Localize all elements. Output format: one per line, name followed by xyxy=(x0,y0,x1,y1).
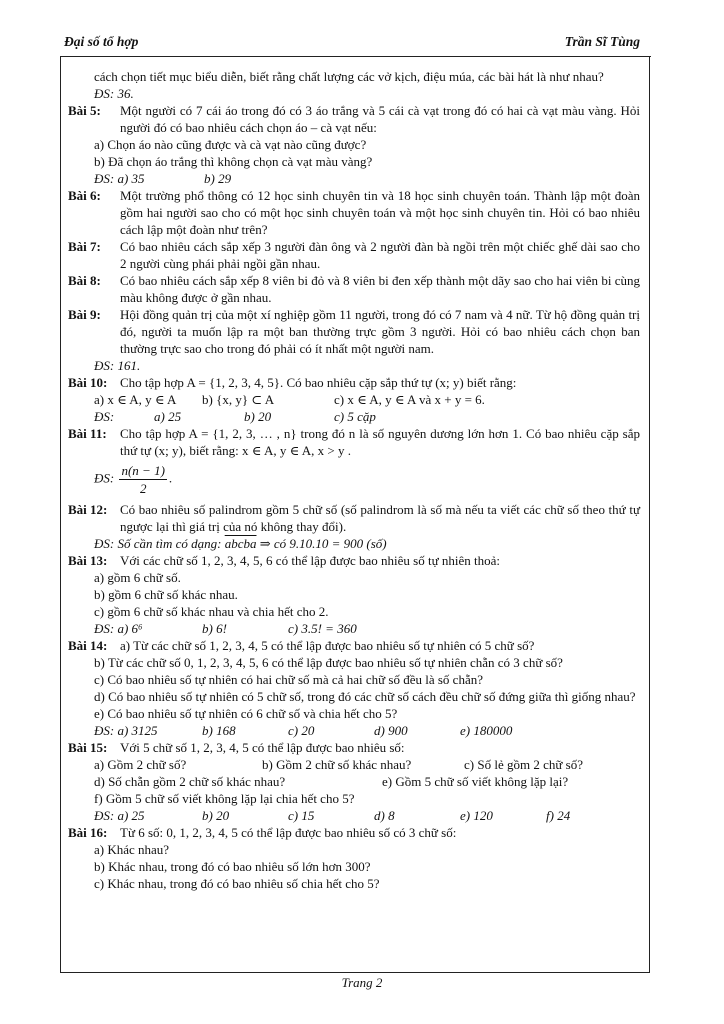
problem-item: a) x ∈ A, y ∈ A xyxy=(94,392,177,407)
problem-item: a) Khác nhau? xyxy=(94,842,170,857)
problem-item: d) Có bao nhiêu số tự nhiên có 5 chữ số, trong đó các chữ số cách đều chữ số đứng giữa thì giống nhau? xyxy=(94,689,636,704)
problem-items-row xyxy=(94,773,640,790)
answer-d: d) 900 xyxy=(374,723,408,738)
problem-item: b) Đã chọn áo trắng thì không chọn cà vạt màu vàng? xyxy=(94,154,373,169)
problem-label: Bài 11: xyxy=(68,426,107,441)
problem-text: Một người có 7 cái áo trong đó có 3 áo trắng và 5 cái cà vạt trong đó có hai cà vạt màu vàng. Hỏi người đó có bao nhiêu cách chọn áo – cà vạt nếu: xyxy=(120,103,640,135)
answer-c: c) 15 xyxy=(288,808,315,823)
problem-5 xyxy=(68,102,640,136)
problem-answers xyxy=(94,170,640,187)
problem-label: Bài 13: xyxy=(68,553,108,568)
problem-13-items xyxy=(68,569,640,637)
problem-item: a) gồm 6 chữ số. xyxy=(94,570,181,585)
problem-7 xyxy=(68,238,640,272)
answer-d: d) 8 xyxy=(374,808,395,823)
problem-item: c) Có bao nhiêu số tự nhiên có hai chữ số mà cả hai chữ số đều là số chẵn? xyxy=(94,672,483,687)
problem-text: Với các chữ số 1, 2, 3, 4, 5, 6 có thể lập được bao nhiêu số tự nhiên thoả: xyxy=(120,553,501,568)
problem-text: Một trường phổ thông có 12 học sinh chuyên tin và 18 học sinh chuyên toán. Thành lập một đoàn gồm hai người sao cho có một học sinh chuyên toán và một học sinh chuyên tin. Hỏi có bao nhiêu cách lập một đoàn như trên? xyxy=(120,188,640,237)
problem-item: b) Khác nhau, trong đó có bao nhiêu số lớn hơn 300? xyxy=(94,859,371,874)
problem-answers xyxy=(94,807,640,824)
intro-answer: ĐS: 36. xyxy=(94,86,134,101)
problem-label: Bài 9: xyxy=(68,307,101,322)
problem-label: Bài 10: xyxy=(68,375,108,390)
problem-label: Bài 12: xyxy=(68,502,108,517)
answer-a: ĐS: a) 25 xyxy=(94,808,145,823)
problem-11 xyxy=(68,425,640,459)
answer-b: b) 29 xyxy=(204,171,232,186)
answer-b: b) 6! xyxy=(202,621,227,636)
problem-text: Từ 6 số: 0, 1, 2, 3, 4, 5 có thể lập được bao nhiêu số có 3 chữ số: xyxy=(120,825,457,840)
problem-16 xyxy=(68,824,640,841)
answer-a: ĐS: a) 35 xyxy=(94,171,145,186)
intro-block xyxy=(68,68,640,102)
answer-f: f) 24 xyxy=(546,808,571,823)
problem-5-items xyxy=(68,136,640,187)
problem-6 xyxy=(68,187,640,238)
problem-text: Cho tập hợp A = {1, 2, 3, … , n} trong đó n là số nguyên dương lớn hơn 1. Có bao nhiêu cặp sắp thứ tự (x; y), biết rằng: x ∈ A, y ∈ A, x > y . xyxy=(120,426,640,458)
answer-b: b) 20 xyxy=(244,409,272,424)
problem-items-row xyxy=(94,391,640,408)
problem-14-items xyxy=(68,654,640,739)
problem-text: Với 5 chữ số 1, 2, 3, 4, 5 có thể lập được bao nhiêu số: xyxy=(120,740,405,755)
problem-answers xyxy=(94,722,640,739)
problem-15 xyxy=(68,739,640,756)
problem-text: a) Từ các chữ số 1, 2, 3, 4, 5 có thể lập được bao nhiêu số tự nhiên có 5 chữ số? xyxy=(120,638,535,653)
problem-item: b) gồm 6 chữ số khác nhau. xyxy=(94,587,238,602)
problem-item: b) Gồm 2 chữ số khác nhau? xyxy=(262,757,412,772)
header-right-author: Trần Sĩ Tùng xyxy=(564,34,640,49)
problem-item: c) Số lẻ gồm 2 chữ số? xyxy=(464,757,583,772)
problem-label: Bài 16: xyxy=(68,825,108,840)
problem-10-items xyxy=(68,391,640,425)
answer-e: e) 180000 xyxy=(460,723,513,738)
intro-line: cách chọn tiết mục biểu diễn, biết rằng chất lượng các vở kịch, điệu múa, các bài hát là như nhau? xyxy=(94,69,604,84)
problem-text: Có bao nhiêu cách sắp xếp 8 viên bi đỏ và 8 viên bi đen xếp thành một dãy sao cho hai viên bi cùng màu không được ở gần nhau. xyxy=(120,273,640,305)
problem-16-items xyxy=(68,841,640,892)
problem-label: Bài 6: xyxy=(68,188,101,203)
problem-14 xyxy=(68,637,640,654)
problem-label: Bài 14: xyxy=(68,638,108,653)
problem-13 xyxy=(68,552,640,569)
header-left-title: Đại số tổ hợp xyxy=(64,34,139,49)
problem-body xyxy=(120,102,640,136)
problem-11-answer: ĐS: $\frac{n(n - 1)}{2}$ . xyxy=(94,463,173,496)
problem-item: b) Từ các chữ số 0, 1, 2, 3, 4, 5, 6 có thể lập được bao nhiêu số tự nhiên chẵn có 3 chữ số? xyxy=(94,655,563,670)
problem-items-row xyxy=(94,790,640,807)
answer-c: c) 3.5! = 360 xyxy=(288,621,357,636)
answer-b: b) 168 xyxy=(202,723,236,738)
problem-answers xyxy=(94,620,640,637)
problem-12-answer xyxy=(68,535,640,552)
problem-item: e) Có bao nhiêu số tự nhiên có 6 chữ số và chia hết cho 5? xyxy=(94,706,398,721)
answer-overline: abcba xyxy=(224,536,257,551)
page-number: Trang 2 xyxy=(341,975,383,990)
problem-answer: ĐS: 161. xyxy=(94,358,141,373)
answer-a: ĐS: a) 3125 xyxy=(94,723,158,738)
problem-10 xyxy=(68,374,640,391)
problem-answers xyxy=(94,408,640,425)
problem-item: a) Gồm 2 chữ số? xyxy=(94,757,187,772)
problem-item: b) {x, y} ⊂ A xyxy=(202,392,275,407)
answer-a: a) 25 xyxy=(154,409,182,424)
answer-prefix: ĐS: Số cần tìm có dạng: xyxy=(94,536,222,551)
answer-a: ĐS: a) 6⁶ xyxy=(94,621,143,636)
problem-item: c) gồm 6 chữ số khác nhau và chia hết cho 2. xyxy=(94,604,329,619)
answer-fraction xyxy=(119,462,166,497)
fraction-numerator: n(n − 1) xyxy=(121,463,165,478)
page-content xyxy=(68,68,640,892)
problem-9 xyxy=(68,306,640,357)
problem-item: a) Chọn áo nào cũng được và cà vạt nào cũng được? xyxy=(94,137,367,152)
problem-items-row xyxy=(94,756,640,773)
answer-b: b) 20 xyxy=(202,808,230,823)
problem-label: Bài 8: xyxy=(68,273,101,288)
problem-text: Có bao nhiêu số palindrom gồm 5 chữ số (số palindrom là số mà nếu ta viết các chữ số theo thứ tự ngược lại thì giá trị của nó không thay đổi). xyxy=(120,502,640,534)
problem-label: Bài 5: xyxy=(68,103,101,118)
problem-8 xyxy=(68,272,640,306)
answer-c: c) 5 cặp xyxy=(334,409,376,424)
problem-item: c) x ∈ A, y ∈ A và x + y = 6. xyxy=(334,392,485,407)
fraction-denominator: 2 xyxy=(139,481,147,496)
answer-suffix: ⇒ có 9.10.10 = 900 (số) xyxy=(259,536,387,551)
problem-item: c) Khác nhau, trong đó có bao nhiêu số chia hết cho 5? xyxy=(94,876,380,891)
problem-text: Hội đồng quản trị của một xí nghiệp gồm 11 người, trong đó có 7 nam và 4 nữ. Từ hộ đồng quản trị đó, người ta muốn lập ra một ban thường trực gồm 3 người. Hỏi có bao nhiêu cách chọn ban thường trực sao cho trong đó phải có ít nhất một người nam. xyxy=(120,307,640,356)
answer-label: ĐS: xyxy=(94,470,115,486)
problem-label: Bài 15: xyxy=(68,740,108,755)
problem-label: Bài 7: xyxy=(68,239,101,254)
problem-item: e) Gồm 5 chữ số viết không lặp lại? xyxy=(382,774,569,789)
answer-label: ĐS: xyxy=(94,409,115,424)
problem-item: d) Số chẵn gồm 2 chữ số khác nhau? xyxy=(94,774,286,789)
answer-e: e) 120 xyxy=(460,808,493,823)
problem-text: Cho tập hợp A = {1, 2, 3, 4, 5}. Có bao nhiêu cặp sắp thứ tự (x; y) biết rằng: xyxy=(120,375,517,390)
problem-item: f) Gồm 5 chữ số viết không lặp lại chia hết cho 5? xyxy=(94,791,355,806)
problem-text: Có bao nhiêu cách sắp xếp 3 người đàn ông và 2 người đàn bà ngồi trên một chiếc ghế dài sao cho 2 người cùng phái phải ngồi gần nhau. xyxy=(120,239,640,271)
answer-c: c) 20 xyxy=(288,723,315,738)
problem-15-items xyxy=(68,756,640,824)
problem-12 xyxy=(68,501,640,535)
